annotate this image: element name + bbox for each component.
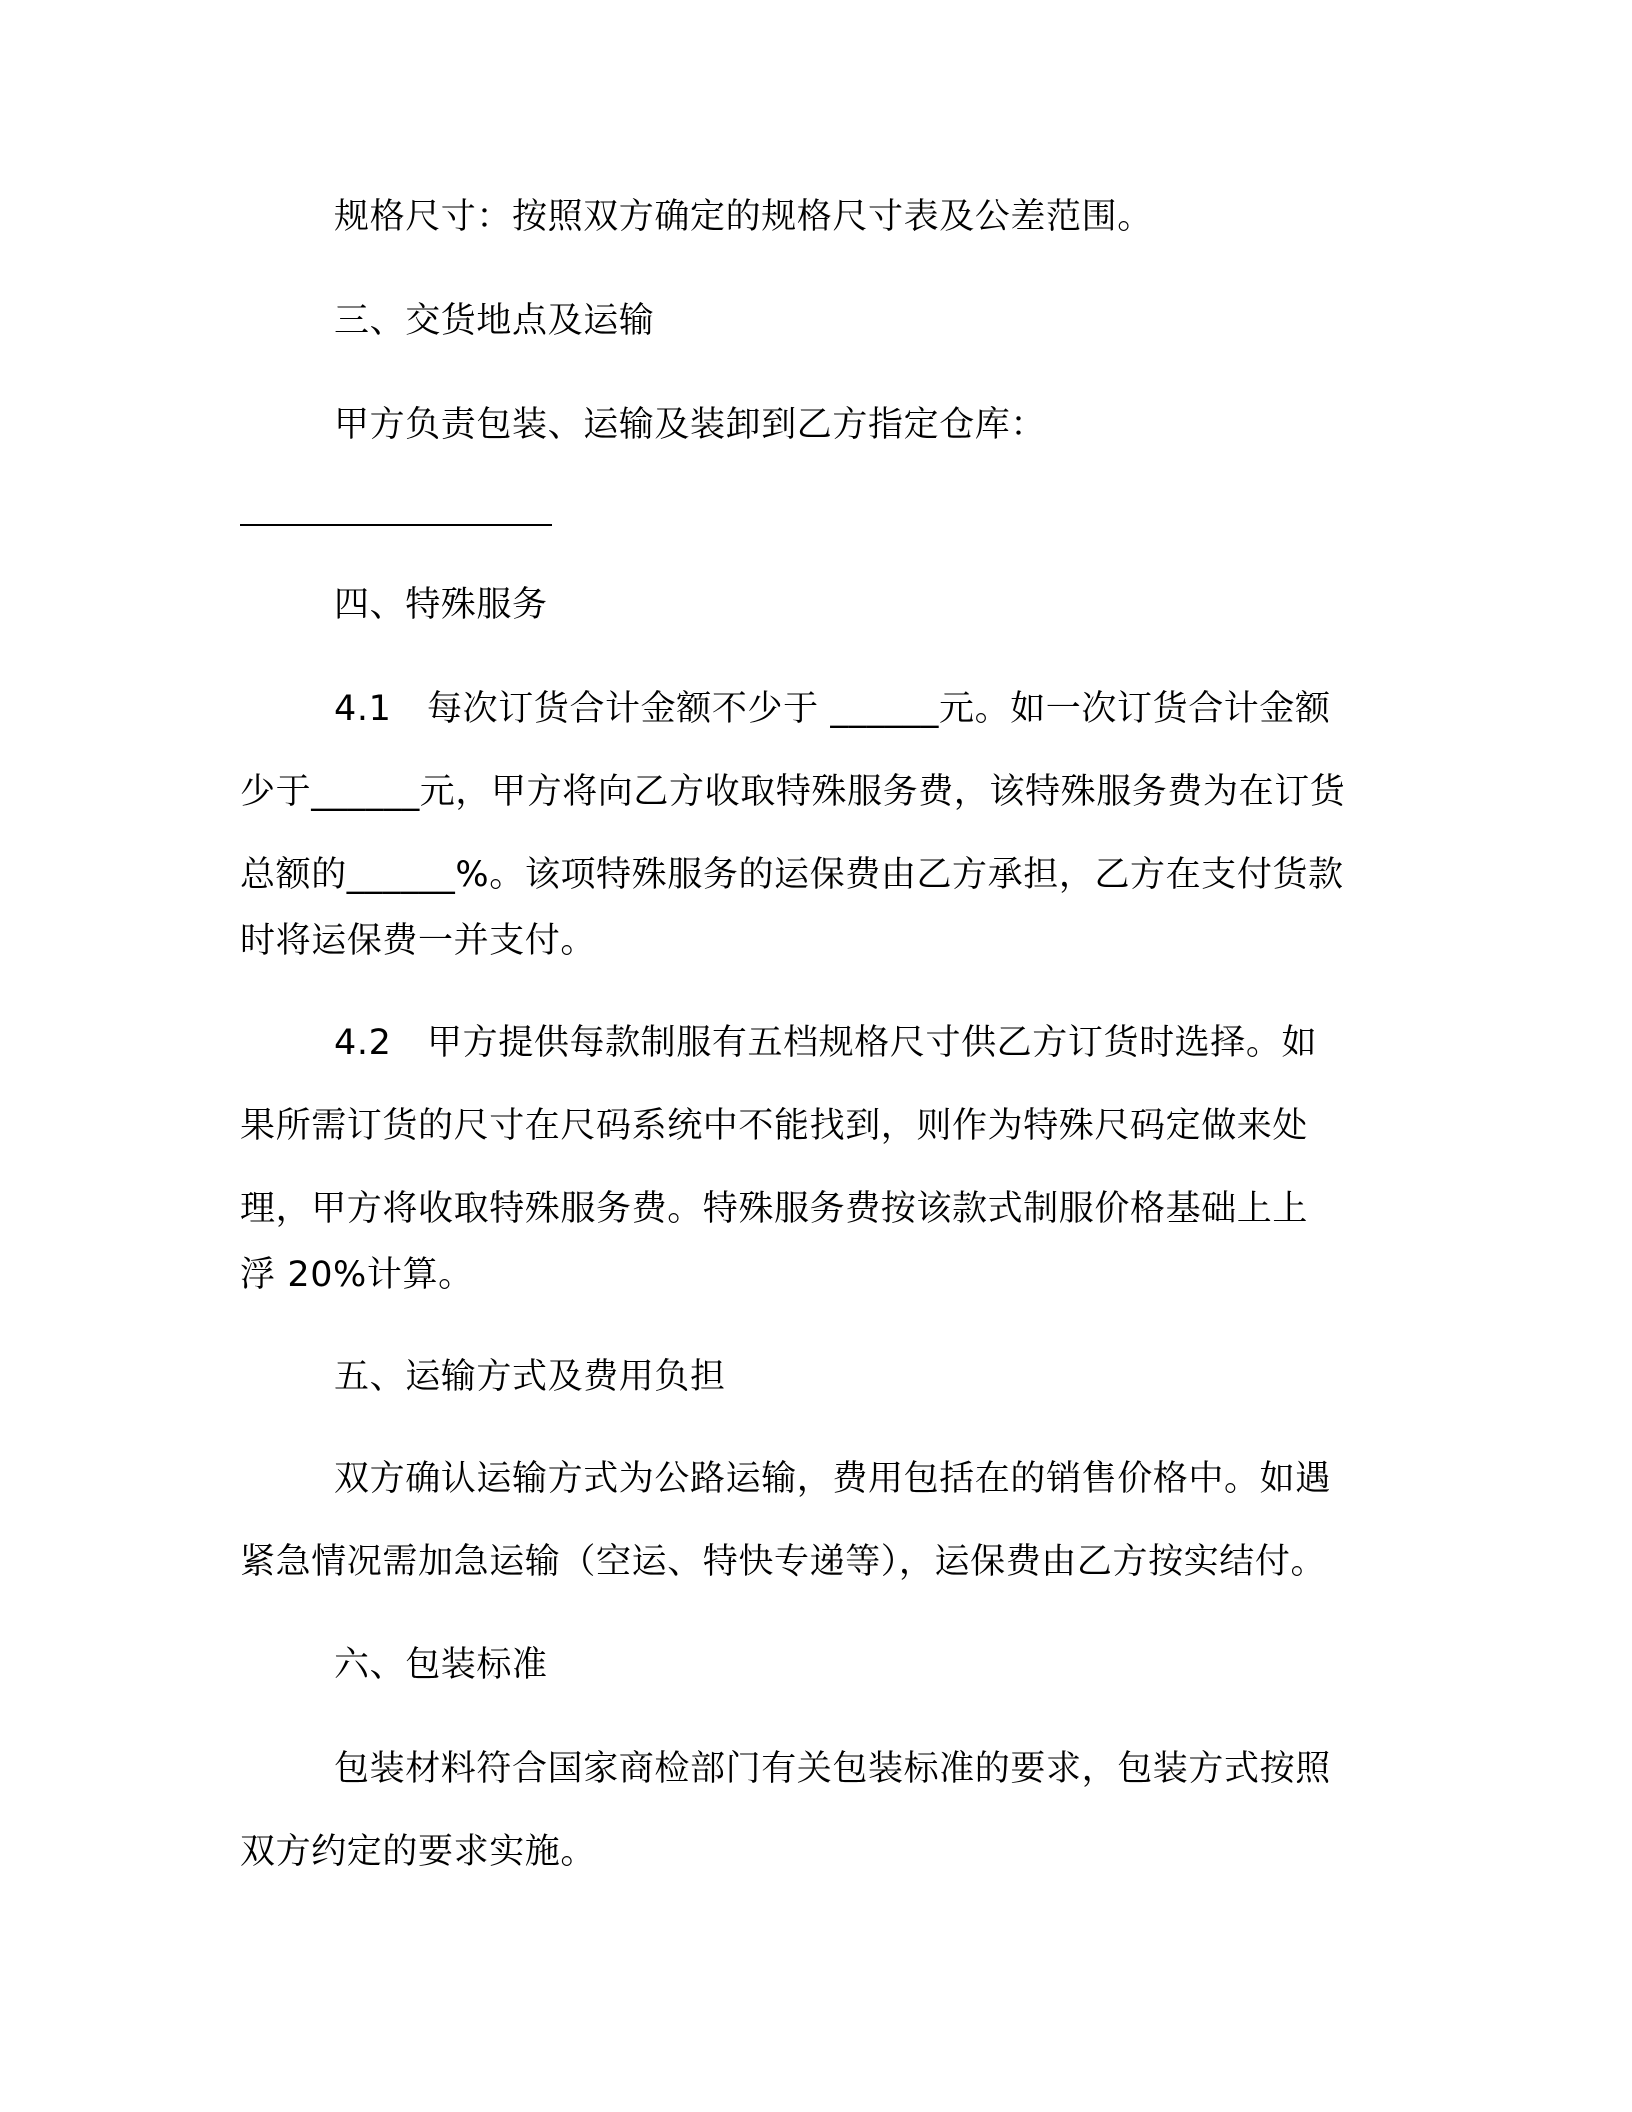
section-4-1-line-4: 时将运保费一并支付。: [240, 921, 597, 961]
section-4-2-line-3: 理，甲方将收取特殊服务费。特殊服务费按该款式制服价格基础上上: [240, 1189, 1309, 1229]
section-3-blank-rule: [240, 524, 552, 526]
section-6-heading: 六、包装标准: [334, 1645, 548, 1685]
section-4-heading: 四、特殊服务: [334, 585, 548, 625]
section-4-1-line-3: 总额的______%。该项特殊服务的运保费由乙方承担，乙方在支付货款: [240, 855, 1344, 895]
section-4-2-line-1: 4.2 甲方提供每款制服有五档规格尺寸供乙方订货时选择。如: [334, 1023, 1318, 1063]
section-5-line-1: 双方确认运输方式为公路运输，费用包括在的销售价格中。如遇: [334, 1459, 1331, 1499]
section-5-line-2: 紧急情况需加急运输（空运、特快专递等），运保费由乙方按实结付。: [240, 1542, 1327, 1582]
section-6-line-1: 包装材料符合国家商检部门有关包装标准的要求，包装方式按照: [334, 1749, 1331, 1789]
section-4-1-line-2: 少于______元，甲方将向乙方收取特殊服务费，该特殊服务费为在订货: [240, 772, 1346, 812]
section-6-line-2: 双方约定的要求实施。: [240, 1832, 597, 1872]
section-3-heading: 三、交货地点及运输: [334, 301, 655, 341]
section-4-2-line-2: 果所需订货的尺寸在尺码系统中不能找到，则作为特殊尺码定做来处: [240, 1106, 1309, 1146]
section-4-2-line-4: 浮 20%计算。: [240, 1255, 474, 1295]
section-5-heading: 五、运输方式及费用负担: [334, 1357, 726, 1397]
spec-paragraph: 规格尺寸：按照双方确定的规格尺寸表及公差范围。: [334, 197, 1153, 237]
section-3-body: 甲方负责包装、运输及装卸到乙方指定仓库：: [334, 405, 1047, 445]
section-4-1-line-1: 4.1 每次订货合计金额不少于 ______元。如一次订货合计金额: [334, 689, 1331, 729]
section-3-blank: [240, 506, 530, 548]
